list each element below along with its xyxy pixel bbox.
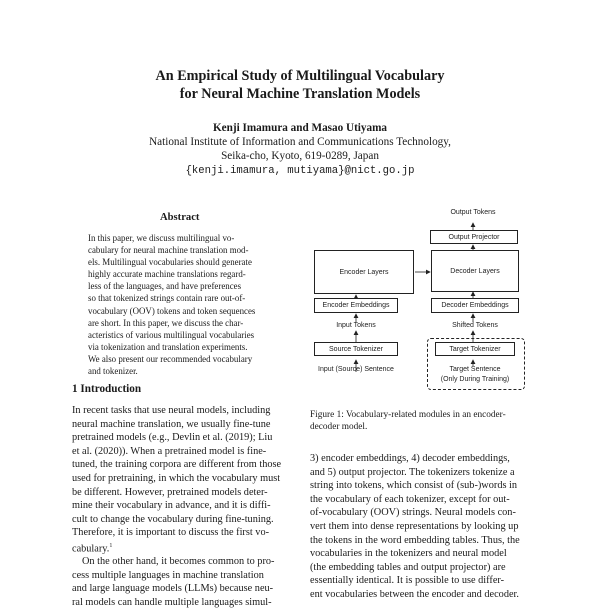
intro-line: ral models can handle multiple languages simul- (72, 596, 272, 608)
body-line: of-vocabulary (OOV) strings. Neural models con- (310, 507, 516, 519)
box-output-projector (430, 230, 518, 244)
abstract-line: less of the languages, and have preferences (88, 281, 242, 292)
authors: Kenji Imamura and Masao Utiyama (212, 122, 388, 134)
intro-line: On the other hand, it becomes common to pro- (82, 556, 275, 567)
box-target-tokenizer (435, 342, 515, 356)
label-input-sentence: Input (Source) Sentence (318, 366, 394, 373)
abstract-line: els. Multilingual vocabularies should generate (88, 257, 252, 268)
intro-line-text: cabulary. (72, 543, 110, 555)
intro-line: mine their vocabulary in advance, and it is diffi- (72, 500, 271, 512)
paper-title-line-1: An Empirical Study of Multilingual Vocabulary (155, 68, 445, 84)
intro-line: cult to change the vocabulary during fine-tuning. (72, 513, 274, 525)
box-decoder-layers (431, 250, 519, 292)
abstract-line: vocabulary (OOV) tokens and token sequences (88, 305, 256, 316)
body-line: the vocabulary of each tokenizer, except for out- (310, 493, 510, 505)
body-line: essentially identical. It is possible to use differ- (310, 575, 505, 587)
caption-line: Figure 1: Vocabulary-related modules in an encoder- (310, 410, 506, 420)
affiliation-line-1: National Institute of Information and Communications Technology, (149, 136, 451, 148)
label-input-tokens: Input Tokens (336, 322, 376, 329)
abstract-line: via tokenization and translation experiments. (88, 341, 248, 352)
box-target-tokenizer-label: Target Tokenizer (449, 345, 501, 353)
label-target-sentence: Target Sentence (449, 366, 501, 373)
right-column-paragraph (310, 452, 532, 602)
body-line: ent vocabularies between the encoder and decoder. (310, 588, 519, 600)
intro-line: neural machine translation, we usually fine-tune (72, 418, 271, 430)
abstract-body (88, 232, 286, 377)
intro-line: be different. However, pretrained models deter- (72, 486, 268, 498)
label-target-sentence-note: (Only During Training) (440, 376, 510, 383)
abstract-line: so that tokenized strings contain rare out-of- (88, 293, 246, 304)
intro-line: used for pretraining, in which the vocabulary must (72, 472, 281, 484)
caption-line: decoder model. (310, 422, 368, 433)
intro-line (72, 540, 292, 556)
body-line: (the embedding tables and output projector) are (310, 561, 506, 573)
body-line: string into tokens, which consist of (sub-)words in (310, 480, 518, 492)
body-line: and 5) output projector. The tokenizers tokenize a (310, 466, 515, 478)
label-output-tokens: Output Tokens (450, 209, 496, 216)
abstract-line: acteristics of various multilingual vocabularies (88, 329, 255, 340)
box-decoder-embeddings (431, 298, 519, 313)
abstract-line: and tokenizer. (88, 366, 138, 377)
box-source-tokenizer (314, 342, 398, 356)
abstract-heading: Abstract (160, 212, 200, 223)
intro-line: pretrained models (e.g., Devlin et al. (2019); Liu (72, 432, 273, 444)
intro-paragraph-2 (72, 555, 292, 609)
intro-paragraph-1 (72, 404, 292, 556)
body-line: vert them into dense representations by looking up (310, 520, 519, 532)
figure-1-diagram (300, 200, 540, 400)
box-encoder-embeddings (314, 298, 398, 313)
abstract-line: are short. In this paper, we discuss the char- (88, 317, 244, 328)
body-line: vocabularies in the tokenizers and neural model (310, 548, 507, 560)
paper-title-line-2: for Neural Machine Translation Models (179, 86, 421, 102)
intro-line: tuned, the training corpora are different from those (72, 459, 282, 471)
box-encoder-embeddings-label: Encoder Embeddings (322, 302, 390, 309)
affiliation-line-2: Seika-cho, Kyoto, 619-0289, Japan (221, 150, 379, 162)
box-output-projector-label: Output Projector (448, 233, 500, 241)
author-email: {kenji.imamura, mutiyama}@nict.go.jp (185, 165, 415, 177)
intro-line: Therefore, it is important to discuss the first vo- (72, 527, 270, 539)
box-encoder-layers-label: Encoder Layers (339, 268, 389, 276)
abstract-line: We also present our recommended vocabulary (88, 353, 253, 364)
figure-1-caption (310, 409, 538, 434)
intro-line: cess multiple languages in machine translation (72, 569, 264, 581)
abstract-line: highly accurate machine translations regard- (88, 269, 246, 280)
intro-line: et al. (2020)). When a pretrained model is fine- (72, 445, 267, 457)
section-heading-introduction: 1 Introduction (72, 383, 142, 395)
body-line: 3) encoder embeddings, 4) decoder embeddings, (310, 453, 510, 464)
abstract-line: In this paper, we discuss multilingual vo- (88, 233, 235, 243)
label-shifted-tokens: Shifted Tokens (452, 322, 498, 329)
body-line: the tokens in the word embedding tables. Thus, the (310, 534, 520, 546)
box-source-tokenizer-label: Source Tokenizer (329, 345, 383, 353)
box-decoder-embeddings-label: Decoder Embeddings (441, 302, 509, 309)
intro-line: and large language models (LLMs) because neu- (72, 583, 274, 595)
intro-line: In recent tasks that use neural models, including (72, 405, 271, 416)
abstract-line: cabulary for neural machine translation mod- (88, 245, 249, 256)
footnote-marker[interactable]: 1 (109, 542, 113, 549)
box-decoder-layers-label: Decoder Layers (450, 267, 500, 275)
box-encoder-layers (314, 250, 414, 294)
